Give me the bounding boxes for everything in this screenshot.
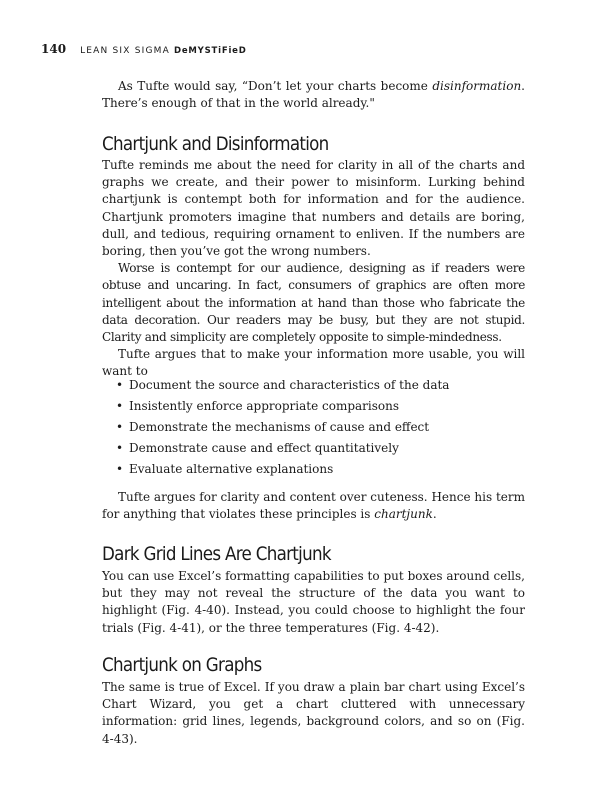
page-number: 140 xyxy=(41,42,67,56)
bullet-list-block xyxy=(102,375,525,480)
section-heading: Chartjunk on Graphs xyxy=(102,654,262,676)
book-title xyxy=(80,46,247,56)
section1-paragraph-3: Tufte argues that to make your information more usable, you will want to xyxy=(102,347,525,379)
book-title-main: LEAN SIX SIGMA xyxy=(80,46,170,56)
bullet-icon: • xyxy=(116,420,124,434)
list-item xyxy=(102,459,525,480)
section3-body xyxy=(102,679,525,748)
list-item xyxy=(102,375,525,396)
section-heading: Dark Grid Lines Are Chartjunk xyxy=(102,543,331,565)
section1-paragraph-2: Worse is contempt for our audience, designing as if readers were obtuse and uncaring. In fact, consumers of graphics are often more intelligent about the information at hand than those who fabricate the data decoration. Our readers may be busy, but they are not stupid. Clarity and simplicity are completely opposite to simple-mindedness. xyxy=(102,261,525,345)
bullet-icon: • xyxy=(116,378,124,392)
section2-body xyxy=(102,568,525,637)
section1-paragraph-1: Tufte reminds me about the need for clarity in all of the charts and graphs we create, and their power to misinform. Lurking behind chartjunk is contempt both for information and for the audience. Chartjunk promoters imagine that numbers and details are boring, dull, and tedious, requiring ornament to enliven. If the numbers are boring, then you’ve got the wrong numbers. xyxy=(102,158,525,259)
intro-text-end: . There’s enough of that in the world already." xyxy=(102,79,525,111)
list-item-text: Document the source and characteristics of the data xyxy=(129,378,450,392)
intro-block xyxy=(102,78,525,112)
section-chartjunk-disinformation xyxy=(102,133,525,155)
list-item-text: Demonstrate cause and effect quantitatively xyxy=(129,441,399,455)
running-head xyxy=(41,42,247,56)
list-item-text: Demonstrate the mechanisms of cause and effect xyxy=(129,420,430,434)
bullet-icon: • xyxy=(116,441,124,455)
list-item xyxy=(102,438,525,459)
list-item xyxy=(102,417,525,438)
list-item-text: Evaluate alternative explanations xyxy=(129,462,334,476)
bullet-icon: • xyxy=(116,399,124,413)
list-item-text: Insistently enforce appropriate comparisons xyxy=(129,399,400,413)
section-chartjunk-graphs xyxy=(102,654,525,676)
para4-text: Tufte argues for clarity and content over cuteness. Hence his term for anything that violates these principles is xyxy=(102,490,525,522)
bullet-icon: • xyxy=(116,462,124,476)
intro-text: As Tufte would say, “Don’t let your charts become xyxy=(118,79,433,93)
section1-paragraph-4 xyxy=(102,489,525,523)
section-heading: Chartjunk and Disinformation xyxy=(102,133,329,155)
book-subtitle: DeMYSTiFieD xyxy=(173,46,247,56)
section3-paragraph: The same is true of Excel. If you draw a plain bar chart using Excel’s Chart Wizard, you get a chart cluttered with unnecessary information: grid lines, legends, background colors, and so on (Fig. 4-43). xyxy=(102,680,525,746)
list-item xyxy=(102,396,525,417)
chartjunk-emphasis: chartjunk xyxy=(374,507,433,522)
para4-text-end: . xyxy=(432,507,437,522)
section-dark-grid-lines xyxy=(102,543,525,565)
section2-paragraph: You can use Excel’s formatting capabilities to put boxes around cells, but they may not reveal the structure of the data you want to highlight (Fig. 4-40). Instead, you could choose to highlight the four trials (Fig. 4-41), or the three temperatures (Fig. 4-42). xyxy=(102,569,525,635)
intro-emphasis: disinformation xyxy=(432,79,522,93)
bullet-list xyxy=(102,375,525,480)
section1-closing xyxy=(102,489,525,523)
section1-body xyxy=(102,157,525,381)
intro-paragraph xyxy=(102,78,525,112)
